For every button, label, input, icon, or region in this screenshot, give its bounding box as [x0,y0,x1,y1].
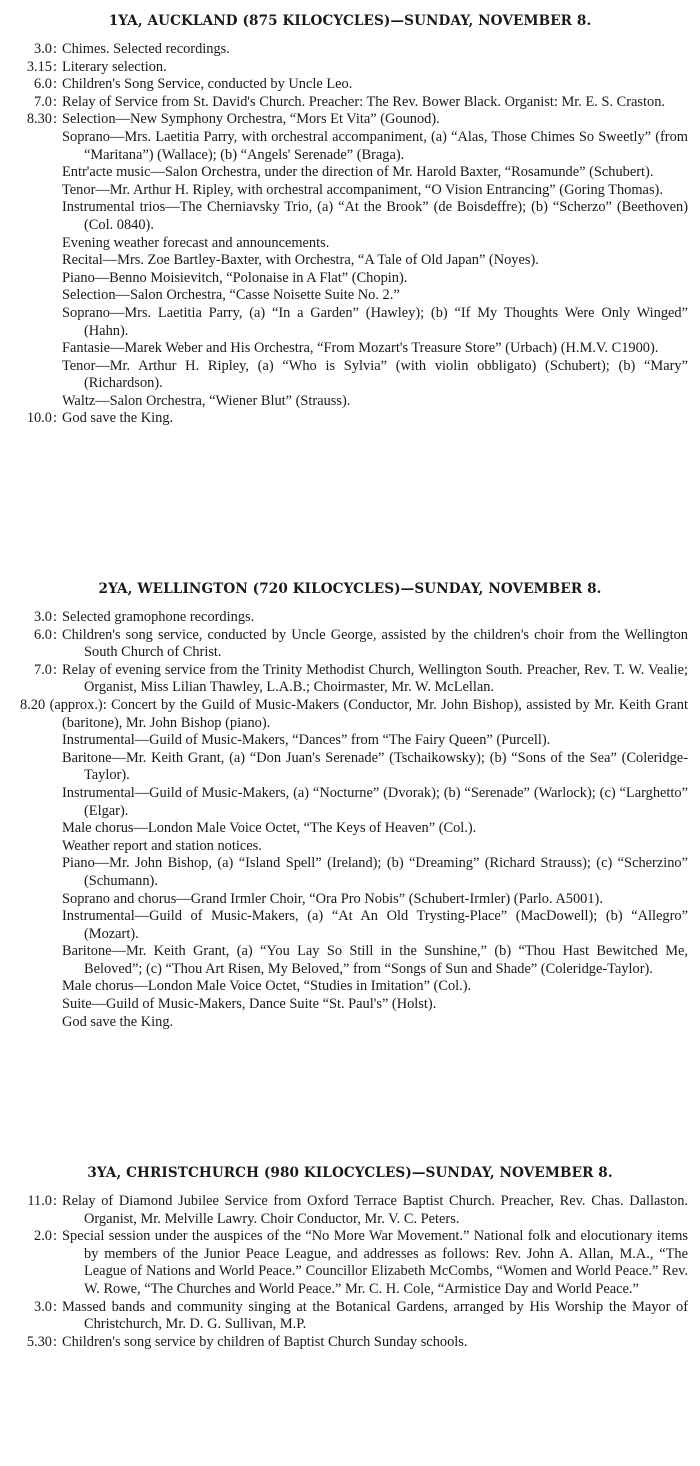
entry-text: Selection—New Symphony Orchestra, “Mors Et Vita” (Gounod). [62,111,440,128]
program-entry: 3.0 : Chimes. Selected recordings. [0,41,700,59]
entry-text: Relay of evening service from the Trinity Methodist Church, Wellington South. Preacher, Rev. T. W. Vealie; Organist, Miss Lilian Thawley, L.A.B.; Choirmaster, Mr. W. McLellan. [62,661,688,696]
program-entry: 5.30 : Children's song service by children of Baptist Church Sunday schools. [0,1334,700,1352]
entry-text: Massed bands and community singing at the Botanical Gardens, arranged by His Worship the Mayor of Christchurch, Mr. D. G. Sullivan, M.P. [62,1298,688,1333]
program-entry: 7.0 : Relay of evening service from the Trinity Methodist Church, Wellington South. Preacher, Rev. T. W. Vealie; Organist, Miss Lilian Thawley, L.A.B.; Choirmaster, Mr. W. McLellan. [0,662,700,697]
program-item: Fantasie—Marek Weber and His Orchestra, “From Mozart's Treasure Store” (Urbach) (H.M.V. C1900). [62,340,659,357]
program-item: Entr'acte music—Salon Orchestra, under the direction of Mr. Harold Baxter, “Rosamunde” (Schubert). [62,164,654,181]
entry-text: Relay of Diamond Jubilee Service from Oxford Terrace Baptist Church. Preacher, Rev. Chas. Dallaston. Organist, Mr. Melville Lawry. Choir Conductor, Mr. V. C. Peters. [62,1193,688,1227]
entry-time: 7.0 [34,93,52,110]
program-item: Tenor—Mr. Arthur H. Ripley, (a) “Who is Sylvia” (with violin obbligato) (Schubert); (b) “Mary” (Richardson). [62,357,688,392]
program-item: Selection—Salon Orchestra, “Casse Noisette Suite No. 2.” [62,287,400,304]
program-item: Baritone—Mr. Keith Grant, (a) “Don Juan's Serenade” (Tschaikowsky); (b) “Sons of the Sea” (Coleridge-Taylor). [62,749,688,784]
section-heading: 2YA, WELLINGTON (720 KILOCYCLES)—SUNDAY, NOVEMBER 8. [98,581,602,597]
program-item: Piano—Mr. John Bishop, (a) “Island Spell” (Ireland); (b) “Dreaming” (Richard Strauss); (c) “Scherzino” (Schumann). [62,855,688,889]
program-item: God save the King. [62,1013,174,1030]
program-item: Instrumental—Guild of Music-Makers, “Dances” from “The Fairy Queen” (Purcell). [62,732,551,749]
program-item: Instrumental—Guild of Music-Makers, (a) “Nocturne” (Dvorak); (b) “Serenade” (Warlock); (c) “Larghetto” (Elgar). [62,784,688,819]
program-item: Male chorus—London Male Voice Octet, “The Keys of Heaven” (Col.). [62,820,477,837]
station-section-1ya [0,10,700,428]
section-heading: 1YA, AUCKLAND (875 KILOCYCLES)—SUNDAY, NOVEMBER 8. [108,13,592,29]
entry-time: 7.0 [34,661,52,678]
program-item: Piano—Benno Moisievitch, “Polonaise in A Flat” (Chopin). [62,269,408,286]
entry-time: 8.20 [20,696,46,713]
program-item: Soprano—Mrs. Laetitia Parry, with orchestral accompaniment, (a) “Alas, Those Chimes So Sweetly” (from “Maritana”) (Wallace); (b) “Angels' Serenade” (Braga). [62,128,688,163]
program-item: Waltz—Salon Orchestra, “Wiener Blut” (Strauss). [62,392,351,409]
entry-text: Literary selection. [62,58,167,75]
program-item: Instrumental—Guild of Music-Makers, (a) “At An Old Trysting-Place” (MacDowell); (b) “Allegro” (Mozart). [62,908,688,942]
station-section-3ya [0,1162,700,1351]
program-entry: 6.0 : Children's song service, conducted by Uncle George, assisted by the children's choir from the Wellington South Church of Christ. [0,627,700,662]
program-entry: 11.0 : Relay of Diamond Jubilee Service from Oxford Terrace Baptist Church. Preacher, Rev. Chas. Dallaston. Organist, Mr. Melville Lawry. Choir Conductor, Mr. V. C. Peters. [0,1193,700,1228]
entry-text: (approx.): Concert by the Guild of Music-Makers (Conductor, Mr. John Bishop), assisted by Mr. Keith Grant (baritone), Mr. John Bishop (piano). [49,696,688,731]
program-item: Tenor—Mr. Arthur H. Ripley, with orchestral accompaniment, “O Vision Entrancing” (Goring Thomas). [62,181,663,198]
entry-text: God save the King. [62,410,174,427]
entry-text: Children's song service by children of Baptist Church Sunday schools. [62,1333,468,1350]
program-item: Soprano and chorus—Grand Irmler Choir, “Ora Pro Nobis” (Schubert-Irmler) (Parlo. A5001). [62,890,603,907]
program-entry: 7.0 : Relay of Service from St. David's Church. Preacher: The Rev. Bower Black. Organist: Mr. E. S. Craston. [0,94,700,112]
program-entry: 6.0 : Children's Song Service, conducted by Uncle Leo. [0,76,700,94]
entry-time: 11.0 [27,1193,52,1209]
entry-text: Selected gramophone recordings. [62,609,255,625]
program-entry: 3.0 : Selected gramophone recordings. [0,609,700,627]
program-item: Weather report and station notices. [62,837,262,854]
entry-text: Children's Song Service, conducted by Uncle Leo. [62,76,353,93]
entry-text: Special session under the auspices of the “No More War Movement.” National folk and elocutionary items by members of the Junior Peace League, and addresses as follows: Rev. John A. Allan, M.A., “The League of Nations and World Peace.” Councillor Elizabeth McCombs, “Women and World Peace.” Rev. W. Rowe, “The Churches and World Peace.” Mr. C. H. Cole, “Armistice Day and World Peace.” [62,1228,688,1297]
entry-time: 8.30 [26,111,52,128]
entry-time: 6.0 [34,76,52,93]
entry-time: 6.0 [34,626,52,643]
entry-time: 2.0 [34,1228,52,1245]
entry-time: 10.0 [26,410,52,427]
program-entry: 10.0 : God save the King. [0,410,700,428]
entry-text: Children's song service, conducted by Uncle George, assisted by the children's choir from the Wellington South Church of Christ. [62,626,688,661]
program-entry: 8.30 : Selection—New Symphony Orchestra, “Mors Et Vita” (Gounod). [0,111,700,129]
program-entry: 3.0 : Massed bands and community singing at the Botanical Gardens, arranged by His Worship the Mayor of Christchurch, Mr. D. G. Sullivan, M.P. [0,1299,700,1334]
program-item: Male chorus—London Male Voice Octet, “Studies in Imitation” (Col.). [62,978,472,995]
entry-time: 3.15 [26,58,52,75]
program-entry: 3.15 : Literary selection. [0,59,700,77]
entry-time: 3.0 [34,1298,52,1315]
entry-time: 3.0 [34,41,52,57]
station-section-2ya [0,578,700,1031]
entry-text: Chimes. Selected recordings. [62,41,230,57]
entry-time: 5.30 [26,1333,52,1350]
section-heading: 3YA, CHRISTCHURCH (980 KILOCYCLES)—SUNDAY, NOVEMBER 8. [87,1165,613,1181]
entry-time: 3.0 [34,609,52,625]
program-item: Suite—Guild of Music-Makers, Dance Suite “St. Paul's” (Holst). [62,996,437,1013]
program-item: Recital—Mrs. Zoe Bartley-Baxter, with Orchestra, “A Tale of Old Japan” (Noyes). [62,252,539,269]
program-entry: 2.0 : Special session under the auspices of the “No More War Movement.” National folk and elocutionary items by members of the Junior Peace League, and addresses as follows: Rev. John A. Allan, M.A., “The League of Nations and World Peace.” Councillor Elizabeth McCombs, “Women and World Peace.” Rev. W. Rowe, “The Churches and World Peace.” Mr. C. H. Cole, “Armistice Day and World Peace.” [0,1228,700,1298]
program-item: Evening weather forecast and announcements. [62,234,330,251]
program-item: Baritone—Mr. Keith Grant, (a) “You Lay So Still in the Sunshine,” (b) “Thou Hast Bewitched Me, Beloved”; (c) “Thou Art Risen, My Beloved,” from “Songs of Sun and Shade” (Coleridge-Taylor). [62,943,688,977]
program-item: Instrumental trios—The Cherniavsky Trio, (a) “At the Brook” (de Boisdeffre); (b) “Scherzo” (Beethoven) (Col. 0840). [62,199,688,233]
program-item: Soprano—Mrs. Laetitia Parry, (a) “In a Garden” (Hawley); (b) “If My Thoughts Were Only Winged” (Hahn). [62,304,688,339]
entry-text: Relay of Service from St. David's Church. Preacher: The Rev. Bower Black. Organist: Mr. E. S. Craston. [62,93,666,110]
program-entry-wide [0,697,700,732]
